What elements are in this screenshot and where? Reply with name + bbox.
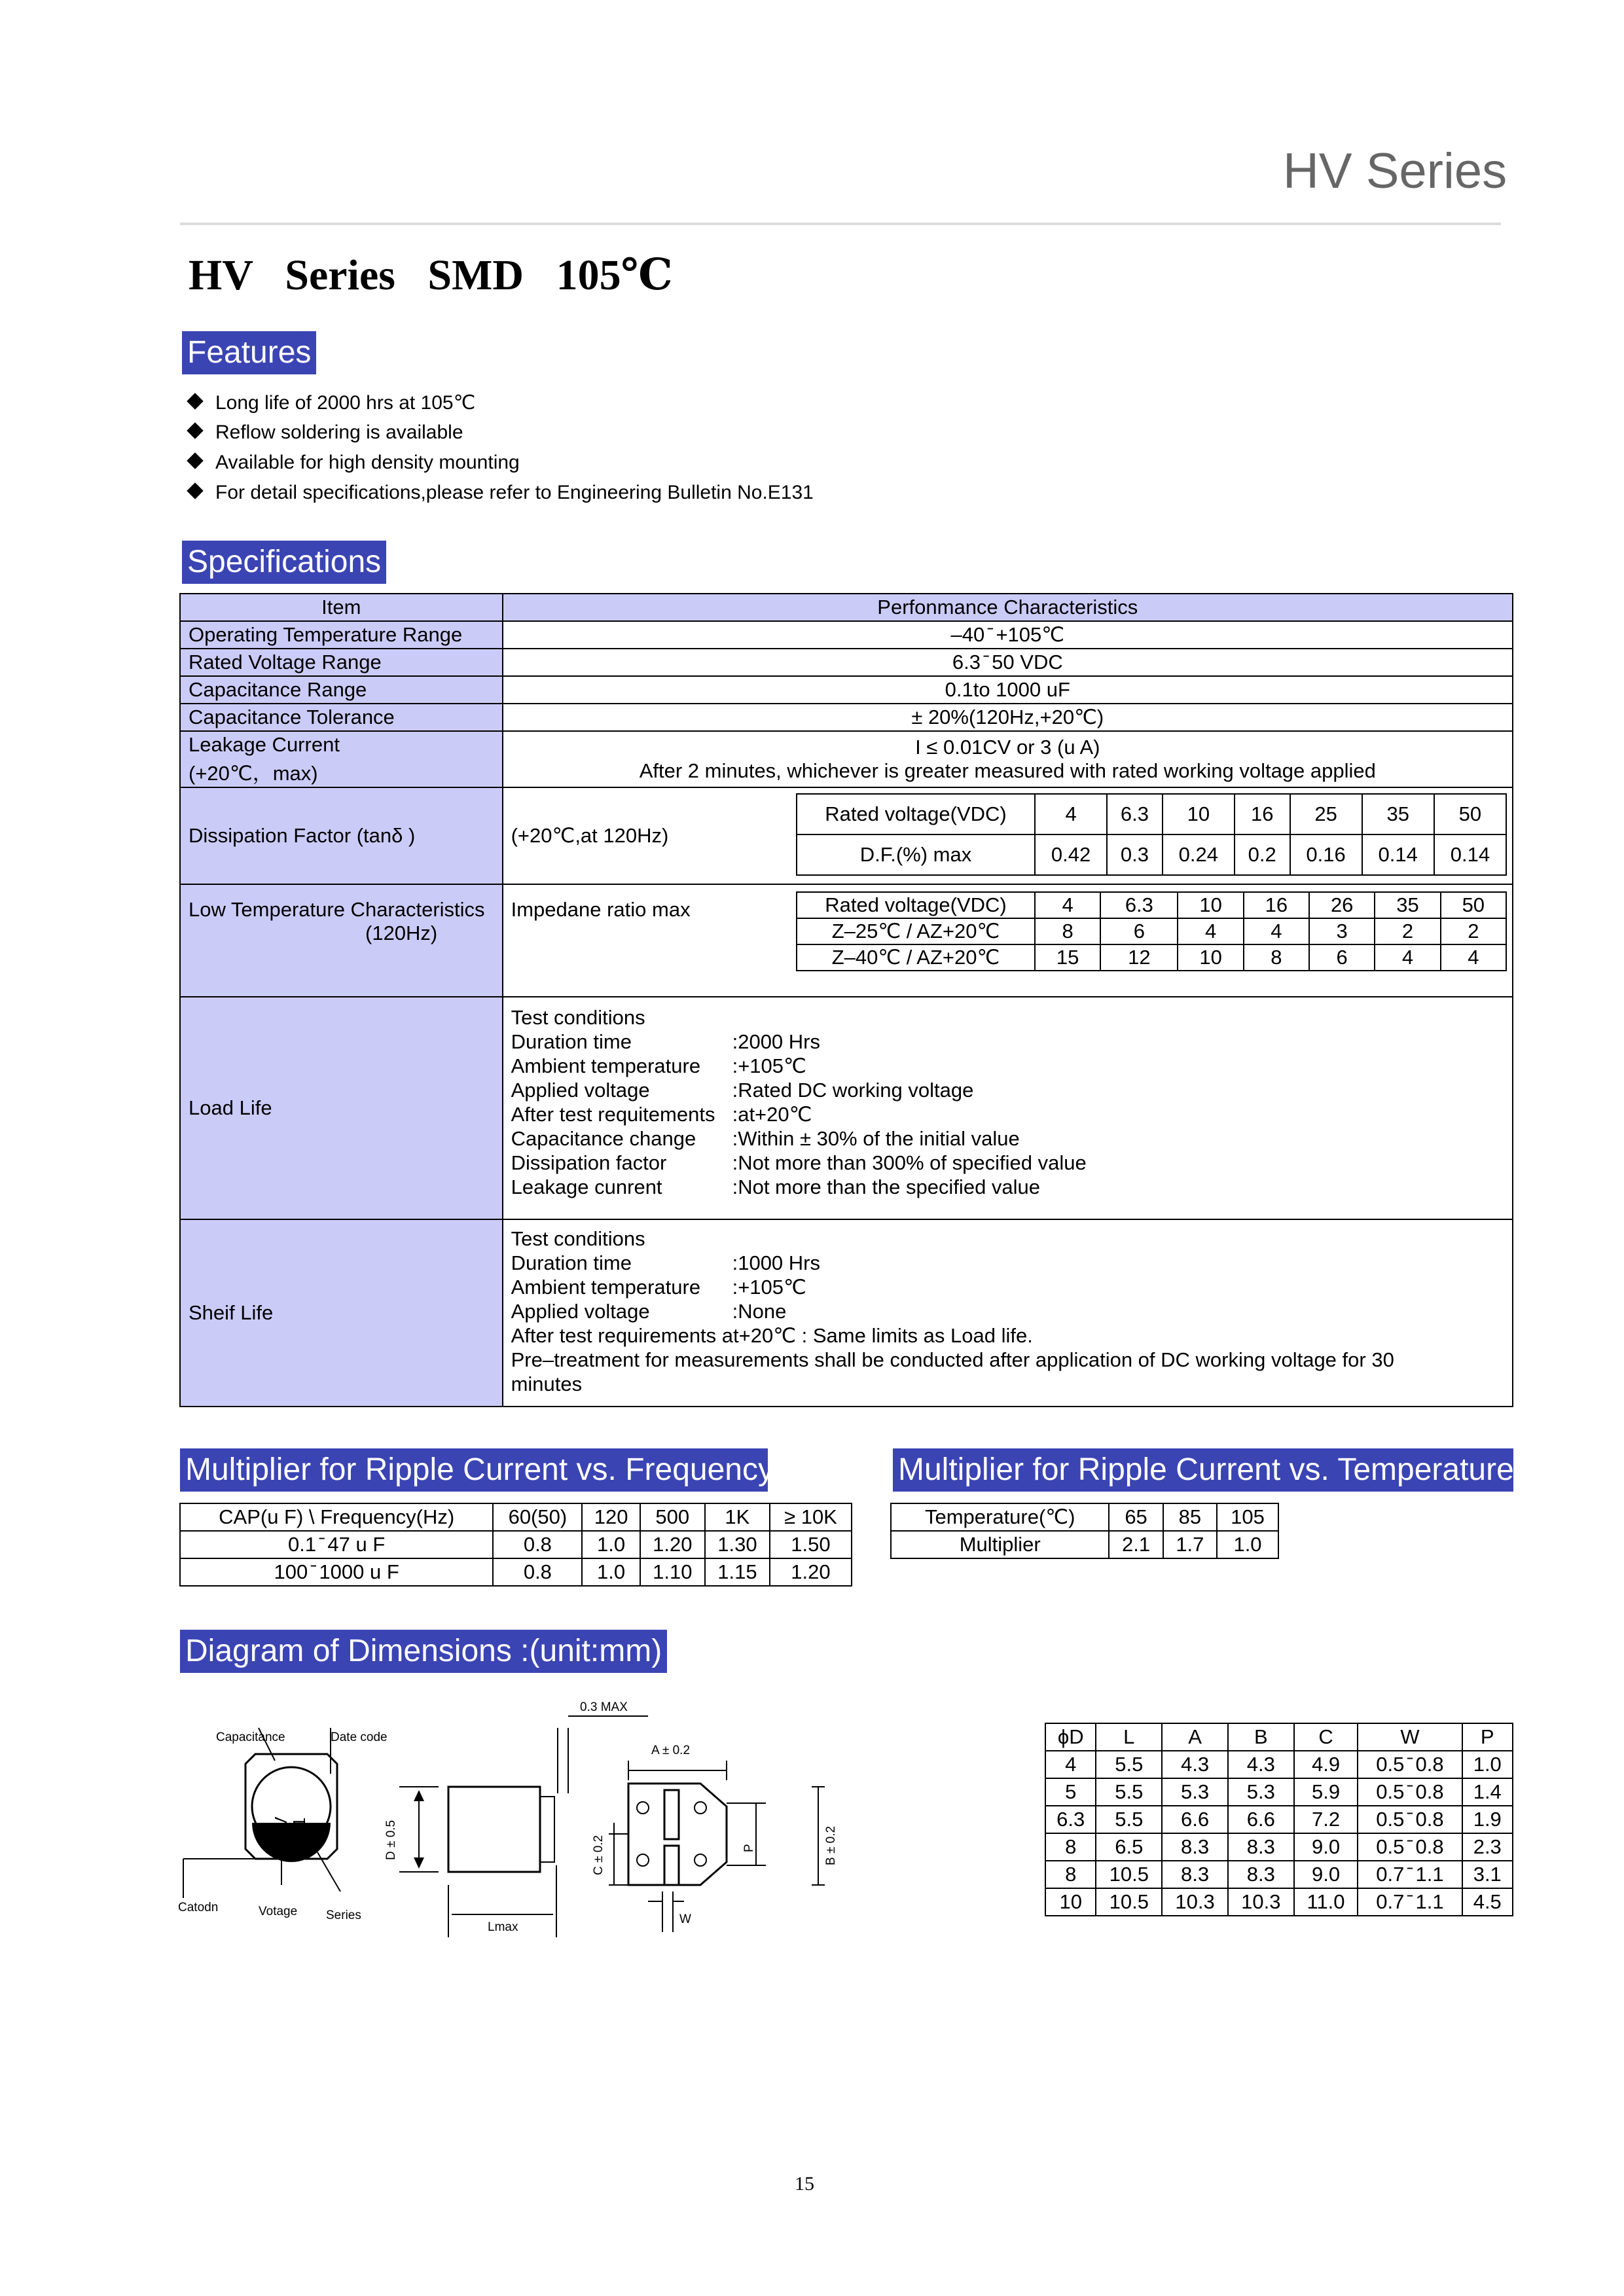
feature-item: Reflow soldering is available <box>185 422 463 444</box>
df-voltage: 50 <box>1434 794 1506 834</box>
series-header: HV Series <box>1283 143 1507 199</box>
spec-row-shelflife <box>180 1219 1513 1407</box>
dim-header: A <box>1162 1723 1228 1751</box>
dim-cell: 5.3 <box>1228 1778 1294 1806</box>
temp-cell: 1.7 <box>1163 1531 1217 1558</box>
lt-voltage: 4 <box>1035 892 1100 918</box>
dim-cell: 9.0 <box>1294 1861 1358 1888</box>
marking-capacitance: 10 <box>253 1827 272 1846</box>
temp-table <box>890 1503 1279 1559</box>
freq-cell: 1.30 <box>705 1531 770 1558</box>
dim-cell: 4.9 <box>1294 1751 1358 1778</box>
dim-cell: 2.3 <box>1462 1833 1513 1861</box>
spec-row <box>180 704 1513 731</box>
shelflife-conditions <box>511 1227 1394 1396</box>
freq-cell: 1.0 <box>582 1558 640 1586</box>
spec-label: Operating Temperature Range <box>180 621 503 649</box>
label-lmax: Lmax <box>488 1920 518 1934</box>
dim-cell: 6.6 <box>1228 1806 1294 1833</box>
label-max: 0.3 MAX <box>580 1700 628 1714</box>
page-title: HV Series SMD 105℃ <box>189 251 673 299</box>
lt-voltage-label: Rated voltage(VDC) <box>797 892 1035 918</box>
freq-cell: 1.20 <box>770 1558 852 1586</box>
dim-cell: 3.1 <box>1462 1861 1513 1888</box>
df-value: 0.14 <box>1362 834 1434 875</box>
lt-z25: 2 <box>1441 918 1506 944</box>
df-value: 0.42 <box>1035 834 1107 875</box>
df-voltage: 16 <box>1235 794 1290 834</box>
dim-cell: 4.5 <box>1462 1888 1513 1916</box>
header-rule <box>180 223 1501 225</box>
feature-item: Long life of 2000 hrs at 105℃ <box>185 391 475 414</box>
shelflife-pretreatment: Pre–treatment for measurements shall be conducted after application of DC working voltage for 30 <box>511 1348 1394 1371</box>
label-capacitance: Capacitance <box>216 1731 285 1744</box>
dim-cell: 0.5 ̄ 0.8 <box>1358 1751 1462 1778</box>
lt-z25: 2 <box>1375 918 1440 944</box>
cond-value: :+105℃ <box>732 1054 806 1077</box>
temp-cell: 2.1 <box>1109 1531 1163 1558</box>
lowtemp-label: Low Temperature Characteristics (120Hz) <box>180 884 503 997</box>
shelflife-heading: Test conditions <box>511 1227 645 1250</box>
loadlife-label: Load Life <box>180 997 503 1219</box>
df-voltage: 6.3 <box>1107 794 1163 834</box>
dim-cell: 8.3 <box>1228 1833 1294 1861</box>
lt-z25: 3 <box>1309 918 1375 944</box>
bottom-view <box>592 1744 838 1932</box>
dim-cell: 6.6 <box>1162 1806 1228 1833</box>
freq-cell: 1.15 <box>705 1558 770 1586</box>
temp-header: 105 <box>1217 1503 1278 1531</box>
label-d: D ± 0.5 <box>384 1820 398 1860</box>
freq-header: ≥ 10K <box>770 1503 852 1531</box>
cond-value: :2000 Hrs <box>732 1030 820 1053</box>
dim-cell: 0.5 ̄ 0.8 <box>1358 1778 1462 1806</box>
specifications-heading: Specifications <box>182 541 386 584</box>
spec-row <box>180 676 1513 704</box>
spec-row-leakage <box>180 731 1513 787</box>
dim-cell: 6.3 <box>1045 1806 1096 1833</box>
freq-header: 1K <box>705 1503 770 1531</box>
dim-cell: 1.0 <box>1462 1751 1513 1778</box>
dim-cell: 8 <box>1045 1861 1096 1888</box>
freq-cell: 0.8 <box>493 1531 582 1558</box>
lt-z25: 4 <box>1244 918 1309 944</box>
df-voltage: 4 <box>1035 794 1107 834</box>
dim-cell: 10 <box>1045 1888 1096 1916</box>
bullet-diamond-icon <box>187 393 203 409</box>
spec-row-lowtemp <box>180 884 1513 997</box>
cond-key: Dissipation factor <box>511 1151 667 1174</box>
df-voltage: 10 <box>1163 794 1235 834</box>
feature-item: Available for high density mounting <box>185 452 520 474</box>
leakage-value: I ≤ 0.01CV or 3 (u A) After 2 minutes, whichever is greater measured with rated working voltage applied <box>503 731 1513 787</box>
dim-cell: 10.5 <box>1096 1888 1162 1916</box>
cond-value: :+105℃ <box>732 1275 806 1299</box>
dim-cell: 5.5 <box>1096 1778 1162 1806</box>
label-a: A ± 0.2 <box>651 1744 691 1757</box>
loadlife-heading: Test conditions <box>511 1005 645 1029</box>
top-view <box>183 1728 340 1898</box>
lowtemp-table <box>796 891 1507 971</box>
dim-cell: 0.7 ̄ 1.1 <box>1358 1861 1462 1888</box>
specifications-table <box>179 593 1513 1407</box>
dim-cell: 5.5 <box>1096 1806 1162 1833</box>
dim-header: L <box>1096 1723 1162 1751</box>
dim-cell: 5.9 <box>1294 1778 1358 1806</box>
dim-cell: 0.5 ̄ 0.8 <box>1358 1806 1462 1833</box>
dim-cell: 10.5 <box>1096 1861 1162 1888</box>
dim-cell: 11.0 <box>1294 1888 1358 1916</box>
shelflife-pretreatment-cont: minutes <box>511 1372 583 1395</box>
dimensions-heading: Diagram of Dimensions :(unit:mm) <box>180 1630 667 1673</box>
cond-value: :1000 Hrs <box>732 1251 820 1274</box>
dim-header: B <box>1228 1723 1294 1751</box>
df-values-label: D.F.(%) max <box>797 834 1035 875</box>
spec-value: 0.1to 1000 uF <box>503 676 1513 704</box>
lt-voltage: 6.3 <box>1100 892 1178 918</box>
df-voltage: 25 <box>1290 794 1362 834</box>
cond-value: :Not more than the specified value <box>732 1175 1041 1198</box>
cond-value: :Not more than 300% of specified value <box>732 1151 1087 1174</box>
spec-value: ± 20%(120Hz,+20℃) <box>503 704 1513 731</box>
temp-header: 65 <box>1109 1503 1163 1531</box>
dimensions-table <box>1045 1723 1513 1916</box>
dim-cell: 9.0 <box>1294 1833 1358 1861</box>
freq-cell: 100 ̄ 1000 u F <box>180 1558 493 1586</box>
spec-header-item: Item <box>180 594 503 621</box>
temp-cell: Multiplier <box>891 1531 1109 1558</box>
cond-value: :at+20℃ <box>732 1102 812 1126</box>
freq-cell: 0.8 <box>493 1558 582 1586</box>
lt-z40: 10 <box>1178 944 1243 971</box>
cond-key: Duration time <box>511 1251 632 1274</box>
lt-z25-label: Z–25℃ / AZ+20℃ <box>797 918 1035 944</box>
lt-z25: 4 <box>1178 918 1243 944</box>
dissipation-condition: (+20℃,at 120Hz) <box>503 787 796 884</box>
dim-cell: 4 <box>1045 1751 1096 1778</box>
dim-cell: 10.3 <box>1228 1888 1294 1916</box>
cond-key: Applied voltage <box>511 1299 650 1323</box>
cond-key: Ambient temperature <box>511 1275 701 1299</box>
df-value: 0.24 <box>1163 834 1235 875</box>
dim-cell: 4.3 <box>1228 1751 1294 1778</box>
dimensions-diagram <box>177 1689 844 1964</box>
side-view <box>384 1700 648 1937</box>
freq-table <box>179 1503 852 1587</box>
label-date-code: Date code <box>331 1731 388 1744</box>
marking-voltage: 18V <box>271 1816 291 1847</box>
dim-cell: 10.3 <box>1162 1888 1228 1916</box>
dim-cell: 6.5 <box>1096 1833 1162 1861</box>
freq-cell: 1.10 <box>640 1558 705 1586</box>
spec-value: 6.3 ̄ 50 VDC <box>503 649 1513 676</box>
df-voltage: 35 <box>1362 794 1434 834</box>
temp-header: Temperature(℃) <box>891 1503 1109 1531</box>
df-voltage-label: Rated voltage(VDC) <box>797 794 1035 834</box>
dim-cell: 1.9 <box>1462 1806 1513 1833</box>
dim-cell: 8 <box>1045 1833 1096 1861</box>
cond-key: Capacitance change <box>511 1126 696 1150</box>
lt-z25: 8 <box>1035 918 1100 944</box>
dissipation-label: Dissipation Factor (tanδ ) <box>180 787 503 884</box>
freq-heading: Multiplier for Ripple Current vs. Frequency <box>180 1448 768 1492</box>
label-p: P <box>742 1844 756 1852</box>
lt-voltage: 10 <box>1178 892 1243 918</box>
cond-key: Applied voltage <box>511 1078 650 1102</box>
cond-value: :Within ± 30% of the initial value <box>732 1126 1020 1150</box>
cond-value: :None <box>732 1299 787 1323</box>
label-voltage: Votage <box>259 1905 298 1918</box>
spec-label: Capacitance Range <box>180 676 503 704</box>
label-series: Series <box>326 1909 361 1922</box>
dim-cell: 8.3 <box>1162 1861 1228 1888</box>
freq-header: 500 <box>640 1503 705 1531</box>
dim-cell: 7.2 <box>1294 1806 1358 1833</box>
dim-header: ϕD <box>1045 1723 1096 1751</box>
dim-header: P <box>1462 1723 1513 1751</box>
cond-key: Duration time <box>511 1030 632 1053</box>
temp-cell: 1.0 <box>1217 1531 1278 1558</box>
label-w: W <box>679 1912 691 1926</box>
dim-header: C <box>1294 1723 1358 1751</box>
spec-value: –40 ̄ +105℃ <box>503 621 1513 649</box>
spec-header-row <box>180 594 1513 621</box>
lt-z40: 4 <box>1375 944 1440 971</box>
df-value: 0.16 <box>1290 834 1362 875</box>
lt-voltage: 50 <box>1441 892 1506 918</box>
freq-header: 60(50) <box>493 1503 582 1531</box>
spec-header-performance: Perfonmance Characteristics <box>503 594 1513 621</box>
bullet-diamond-icon <box>187 452 203 469</box>
dim-cell: 4.3 <box>1162 1751 1228 1778</box>
lowtemp-condition: Impedane ratio max <box>503 884 796 997</box>
cond-key: Leakage cunrent <box>511 1175 662 1198</box>
spec-label: Rated Voltage Range <box>180 649 503 676</box>
freq-header: CAP(u F) \ Frequency(Hz) <box>180 1503 493 1531</box>
lt-voltage: 35 <box>1375 892 1440 918</box>
freq-header: 120 <box>582 1503 640 1531</box>
dim-cell: 5 <box>1045 1778 1096 1806</box>
dim-cell: 5.3 <box>1162 1778 1228 1806</box>
spec-row <box>180 621 1513 649</box>
df-value: 0.3 <box>1107 834 1163 875</box>
label-catode: Catodn <box>178 1901 219 1914</box>
bullet-diamond-icon <box>187 482 203 499</box>
lt-z40: 6 <box>1309 944 1375 971</box>
dim-cell: 0.5 ̄ 0.8 <box>1358 1833 1462 1861</box>
dim-header: W <box>1358 1723 1462 1751</box>
shelflife-label: Sheif Life <box>180 1219 503 1407</box>
freq-cell: 0.1 ̄ 47 u F <box>180 1531 493 1558</box>
freq-cell: 1.20 <box>640 1531 705 1558</box>
dim-cell: 8.3 <box>1228 1861 1294 1888</box>
cond-value: :Rated DC working voltage <box>732 1078 974 1102</box>
feature-item: For detail specifications,please refer to Engineering Bulletin No.E131 <box>185 482 814 504</box>
df-value: 0.2 <box>1235 834 1290 875</box>
lt-z40: 12 <box>1100 944 1178 971</box>
freq-cell: 1.50 <box>770 1531 852 1558</box>
df-table <box>796 793 1507 876</box>
dim-cell: 0.7 ̄ 1.1 <box>1358 1888 1462 1916</box>
label-c: C ± 0.2 <box>592 1835 605 1875</box>
marking-code: L01 <box>289 1817 309 1846</box>
lt-voltage: 16 <box>1244 892 1309 918</box>
lt-z25: 6 <box>1100 918 1178 944</box>
cond-key: Ambient temperature <box>511 1054 701 1077</box>
spec-row-loadlife <box>180 997 1513 1219</box>
loadlife-conditions <box>511 1005 1087 1199</box>
spec-label: Capacitance Tolerance <box>180 704 503 731</box>
lt-z40-label: Z–40℃ / AZ+20℃ <box>797 944 1035 971</box>
spec-row <box>180 649 1513 676</box>
leakage-label: Leakage Current (+20℃，max) <box>180 731 503 787</box>
lt-voltage: 26 <box>1309 892 1375 918</box>
features-heading: Features <box>182 331 316 374</box>
dim-cell: 5.5 <box>1096 1751 1162 1778</box>
temp-header: 85 <box>1163 1503 1217 1531</box>
lt-z40: 4 <box>1441 944 1506 971</box>
lt-z40: 15 <box>1035 944 1100 971</box>
spec-row-dissipation <box>180 787 1513 884</box>
bullet-diamond-icon <box>187 422 203 439</box>
shelflife-after: After test requirements at+20℃ : Same limits as Load life. <box>511 1323 1033 1347</box>
lt-z40: 8 <box>1244 944 1309 971</box>
dim-cell: 1.4 <box>1462 1778 1513 1806</box>
dim-cell: 8.3 <box>1162 1833 1228 1861</box>
label-b: B ± 0.2 <box>824 1825 838 1865</box>
cond-key: After test requitements <box>511 1102 715 1126</box>
df-value: 0.14 <box>1434 834 1506 875</box>
freq-cell: 1.0 <box>582 1531 640 1558</box>
page-number: 15 <box>795 2173 814 2195</box>
temp-heading: Multiplier for Ripple Current vs. Temperature <box>893 1448 1513 1492</box>
